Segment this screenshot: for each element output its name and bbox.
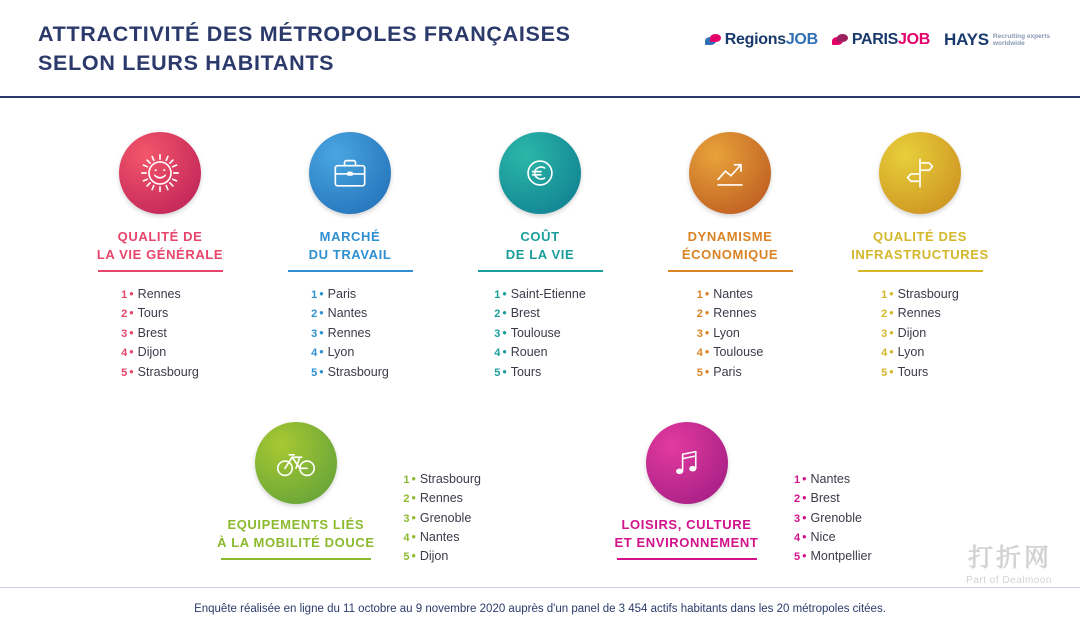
list-item: 5 • Tours (881, 364, 929, 379)
rank-number: 3 (696, 327, 703, 340)
category-loisirs-culture-environnement (599, 422, 872, 573)
category-qualite-vie-generale (65, 132, 255, 382)
list-item: 3 • Grenoble (794, 510, 862, 525)
rank-number: 5 (881, 366, 888, 379)
rank-city: Nice (810, 530, 836, 545)
ranking-list (794, 470, 872, 567)
rank-number: 1 (494, 289, 501, 302)
category-title-line2: LA VIE GÉNÉRALE (96, 246, 224, 262)
rank-number: 4 (881, 347, 888, 360)
rank-number: 5 (403, 551, 410, 564)
sun-smiley-icon (119, 132, 201, 214)
category-dynamisme-economique (635, 132, 825, 382)
rank-number: 2 (794, 493, 801, 506)
rank-city: Strasbourg (137, 364, 199, 379)
rank-city: Strasbourg (327, 364, 389, 379)
rank-city: Nantes (810, 471, 851, 486)
regionsjob-logo-part1: Regions (724, 31, 786, 48)
watermark (966, 546, 1052, 586)
signpost-icon (879, 132, 961, 214)
rank-city: Strasbourg (897, 287, 959, 302)
list-item: 3 • Brest (121, 325, 167, 340)
rank-city: Paris (713, 364, 742, 379)
list-item: 3 • Dijon (881, 325, 927, 340)
list-item: 3 • Lyon (696, 325, 740, 340)
rank-number: 4 (403, 532, 410, 545)
list-item: 5 • Strasbourg (121, 364, 199, 379)
rank-city: Rennes (137, 287, 181, 302)
rank-number: 5 (311, 366, 318, 379)
category-underline (478, 270, 603, 272)
rank-number: 4 (696, 347, 703, 360)
growth-arrow-icon (689, 132, 771, 214)
ranking-list (403, 470, 481, 567)
category-title-line1: COÛT (520, 229, 560, 244)
list-item: 4 • Rouen (494, 345, 548, 360)
rank-city: Strasbourg (419, 471, 481, 486)
rank-city: Nantes (327, 306, 368, 321)
hays-logo-name: HAYS (944, 30, 989, 49)
rank-city: Grenoble (810, 510, 862, 525)
rank-city: Rennes (419, 491, 463, 506)
regionsjob-bubbles-icon (705, 34, 722, 47)
list-item: 1 • Strasbourg (881, 287, 959, 302)
list-item: 1 • Rennes (121, 287, 181, 302)
list-item: 5 • Strasbourg (311, 364, 389, 379)
list-item: 4 • Lyon (881, 345, 925, 360)
parisjob-logo-part1: PARIS (851, 31, 899, 48)
page-footer (0, 587, 1080, 630)
rank-city: Brest (510, 306, 540, 321)
rank-number: 4 (494, 347, 501, 360)
list-item: 2 • Rennes (403, 491, 463, 506)
list-item: 1 • Strasbourg (403, 471, 481, 486)
category-title-line1: MARCHÉ (319, 229, 381, 244)
rank-city: Tours (137, 306, 169, 321)
category-mobilite-douce (208, 422, 481, 573)
watermark-subtitle: Part of Dealmoon (966, 575, 1052, 586)
rank-number: 1 (403, 473, 410, 486)
rank-number: 2 (403, 493, 410, 506)
rank-city: Nantes (419, 530, 460, 545)
category-title (851, 228, 989, 270)
list-item: 2 • Rennes (881, 306, 941, 321)
category-title (217, 516, 375, 558)
category-title (615, 516, 759, 558)
rank-city: Tours (897, 364, 929, 379)
rank-number: 4 (311, 347, 318, 360)
rank-number: 2 (881, 308, 888, 321)
list-item: 2 • Brest (494, 306, 540, 321)
music-notes-icon (646, 422, 728, 504)
ranking-list (121, 285, 199, 382)
ranking-list (494, 285, 586, 382)
survey-note: Enquête réalisée en ligne du 11 octobre au 9 novembre 2020 auprès d'un panel de 3 454 actifs habitants dans les 20 métropoles citées. (194, 603, 886, 615)
list-item: 3 • Toulouse (494, 325, 561, 340)
list-item: 4 • Dijon (121, 345, 167, 360)
logo-group (705, 30, 1050, 50)
rank-city: Brest (137, 325, 167, 340)
rank-city: Tours (510, 364, 542, 379)
category-title (309, 228, 392, 270)
category-title-line2: ÉCONOMIQUE (681, 246, 779, 262)
list-item: 5 • Paris (696, 364, 742, 379)
rank-city: Rouen (510, 345, 548, 360)
category-qualite-infrastructures (825, 132, 1015, 382)
page-header (0, 0, 1080, 98)
category-title-line1: QUALITÉ DE (117, 229, 203, 244)
category-title-line2: ET ENVIRONNEMENT (614, 534, 759, 550)
rank-city: Nantes (713, 287, 753, 302)
list-item: 4 • Lyon (311, 345, 355, 360)
rank-city: Rennes (713, 306, 757, 321)
regionsjob-logo[interactable] (705, 32, 818, 48)
bicycle-icon (255, 422, 337, 504)
category-row-bottom (0, 422, 1080, 573)
parisjob-logo[interactable] (832, 32, 930, 48)
parisjob-bubbles-icon (832, 34, 849, 47)
rank-number: 3 (403, 512, 410, 525)
rank-number: 4 (794, 532, 801, 545)
ranking-list (311, 285, 389, 382)
category-underline (98, 270, 223, 272)
list-item: 2 • Nantes (311, 306, 368, 321)
euro-coin-icon (499, 132, 581, 214)
rank-city: Dijon (897, 325, 927, 340)
parisjob-logo-part2: JOB (898, 31, 931, 48)
category-cout-de-la-vie (445, 132, 635, 382)
rank-number: 2 (696, 308, 703, 321)
category-title (97, 228, 223, 270)
category-marche-du-travail (255, 132, 445, 382)
hays-logo[interactable] (944, 30, 1050, 50)
rank-number: 1 (881, 289, 888, 302)
rank-city: Saint-Etienne (510, 287, 586, 302)
rank-number: 1 (121, 289, 128, 302)
rank-city: Lyon (713, 325, 740, 340)
rank-city: Paris (327, 287, 357, 302)
category-underline (617, 558, 757, 560)
rank-number: 2 (121, 308, 128, 321)
list-item: 5 • Dijon (403, 549, 449, 564)
list-item: 3 • Rennes (311, 325, 371, 340)
ranking-list (697, 285, 764, 382)
category-title-line1: QUALITÉ DES (873, 229, 967, 244)
rank-number: 3 (494, 327, 501, 340)
rank-city: Toulouse (713, 345, 764, 360)
rank-city: Dijon (419, 549, 449, 564)
rank-number: 5 (696, 366, 703, 379)
watermark-logo: 打折网 (967, 544, 1052, 572)
regionsjob-logo-part2: JOB (785, 31, 818, 48)
rank-number: 3 (881, 327, 888, 340)
ranking-list (881, 285, 959, 382)
category-title-line1: EQUIPEMENTS LIÉS (227, 516, 365, 532)
rank-city: Toulouse (510, 325, 561, 340)
list-item: 5 • Montpellier (794, 549, 872, 564)
rank-city: Lyon (327, 345, 355, 360)
category-title-line1: DYNAMISME (687, 229, 773, 244)
rank-city: Brest (810, 491, 840, 506)
category-title-line2: DE LA VIE (505, 246, 575, 262)
category-title-line2: INFRASTRUCTURES (851, 246, 989, 262)
list-item: 5 • Tours (494, 364, 542, 379)
hays-tagline-line2: worldwide (992, 40, 1025, 47)
category-underline (288, 270, 413, 272)
rank-city: Rennes (897, 306, 941, 321)
page-title-line1: ATTRACTIVITÉ DES MÉTROPOLES FRANÇAISES (38, 22, 571, 46)
list-item: 1 • Nantes (696, 287, 753, 302)
list-item: 1 • Nantes (794, 471, 851, 486)
rank-number: 3 (121, 327, 128, 340)
list-item: 4 • Nantes (403, 530, 460, 545)
rank-number: 3 (794, 512, 801, 525)
category-underline (668, 270, 793, 272)
rank-city: Grenoble (419, 510, 472, 525)
category-title (682, 228, 778, 270)
page-title-line2: SELON LEURS HABITANTS (38, 51, 335, 76)
category-underline (221, 558, 371, 560)
rank-number: 5 (494, 366, 501, 379)
rank-number: 3 (311, 327, 318, 340)
rank-number: 1 (311, 289, 318, 302)
list-item: 2 • Rennes (696, 306, 757, 321)
list-item: 1 • Saint-Etienne (494, 287, 586, 302)
rank-number: 2 (494, 308, 501, 321)
list-item: 2 • Tours (121, 306, 169, 321)
rank-number: 5 (794, 551, 801, 564)
rank-number: 5 (121, 366, 128, 379)
category-title-line2: DU TRAVAIL (308, 246, 392, 262)
category-title-line1: LOISIRS, CULTURE (621, 516, 752, 532)
category-row-top (0, 132, 1080, 382)
briefcase-icon (309, 132, 391, 214)
list-item: 4 • Nice (794, 530, 836, 545)
rank-city: Montpellier (810, 549, 872, 564)
rank-number: 4 (121, 347, 128, 360)
list-item: 1 • Paris (311, 287, 357, 302)
list-item: 3 • Grenoble (403, 510, 472, 525)
list-item: 2 • Brest (794, 491, 840, 506)
rank-number: 1 (696, 289, 703, 302)
category-underline (858, 270, 983, 272)
list-item: 4 • Toulouse (696, 345, 764, 360)
page-title (38, 20, 571, 78)
category-title (506, 228, 574, 270)
category-title-line2: À LA MOBILITÉ DOUCE (217, 534, 375, 550)
rank-city: Lyon (897, 345, 925, 360)
rank-number: 2 (311, 308, 318, 321)
rank-city: Dijon (137, 345, 167, 360)
hays-tagline-line1: Recruiting experts (992, 32, 1050, 40)
rank-number: 1 (794, 473, 801, 486)
rank-city: Rennes (327, 325, 371, 340)
